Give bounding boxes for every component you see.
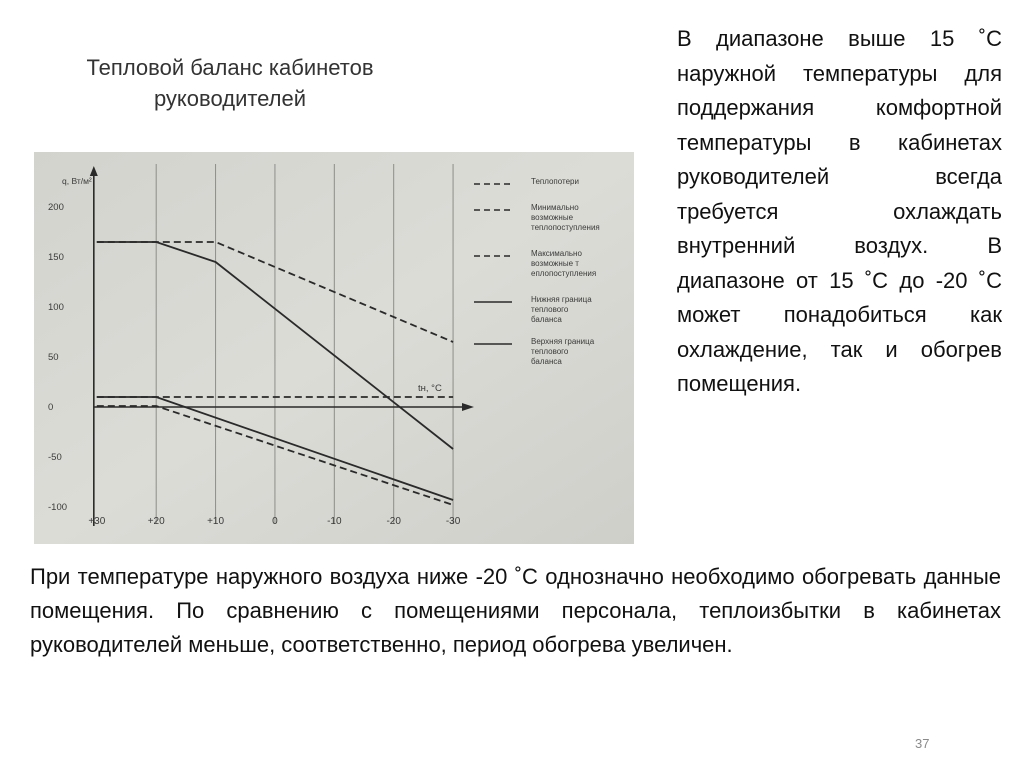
- bottom-paragraph: При температуре наружного воздуха ниже -20 ˚С однозначно необходимо обогревать данные помещения. По сравнению с помещениями персонала, теплоизбытки в кабинетах руководителей меньше, соответственно, период обогрева увеличен.: [30, 564, 1001, 657]
- y-tick-label: -100: [48, 502, 68, 513]
- x-tick-label: -20: [386, 516, 401, 527]
- chart-svg: [34, 152, 634, 544]
- x-tick-label: +10: [207, 516, 225, 527]
- legend-label-4: Нижняя граница теплового баланса: [531, 295, 592, 324]
- x-tick-label: -30: [445, 516, 461, 527]
- y-tick-label: 200: [48, 202, 64, 213]
- heat-balance-chart: [34, 152, 634, 544]
- y-tick-label: 100: [48, 302, 64, 313]
- y-tick-label: -50: [48, 452, 62, 463]
- y-tick-label: 50: [48, 352, 59, 363]
- x-tick-label: +20: [147, 516, 165, 527]
- slide-title: Тепловой баланс кабинетов руководителей: [86, 55, 374, 111]
- legend-label-3: Максимально возможные т еплопоступления: [531, 249, 597, 278]
- right-paragraph: В диапазоне выше 15 ˚С наружной температуры для поддержания комфортной температуры в кабинетах руководителей всегда требуется охлаждать внутренний воздух. В диапазоне от 15 ˚С до -20 ˚С может понадобиться как охлаждение, так и обогрев помещения.: [677, 26, 1002, 396]
- x-tick-label: -10: [327, 516, 342, 527]
- x-tick-label: 0: [272, 516, 278, 527]
- x-tick-label: +30: [88, 516, 106, 527]
- y-axis-label: q, Вт/м²: [62, 176, 92, 186]
- page-number: 37: [915, 736, 930, 751]
- legend-label-1: Теплопотери: [531, 177, 579, 186]
- legend-label-5: Верхняя граница теплового баланса: [531, 337, 595, 366]
- y-tick-label: 0: [48, 402, 54, 413]
- y-tick-label: 150: [48, 252, 64, 263]
- x-axis-label: tн, °С: [418, 383, 442, 394]
- legend-label-2: Минимально возможные теплопоступления: [531, 203, 600, 232]
